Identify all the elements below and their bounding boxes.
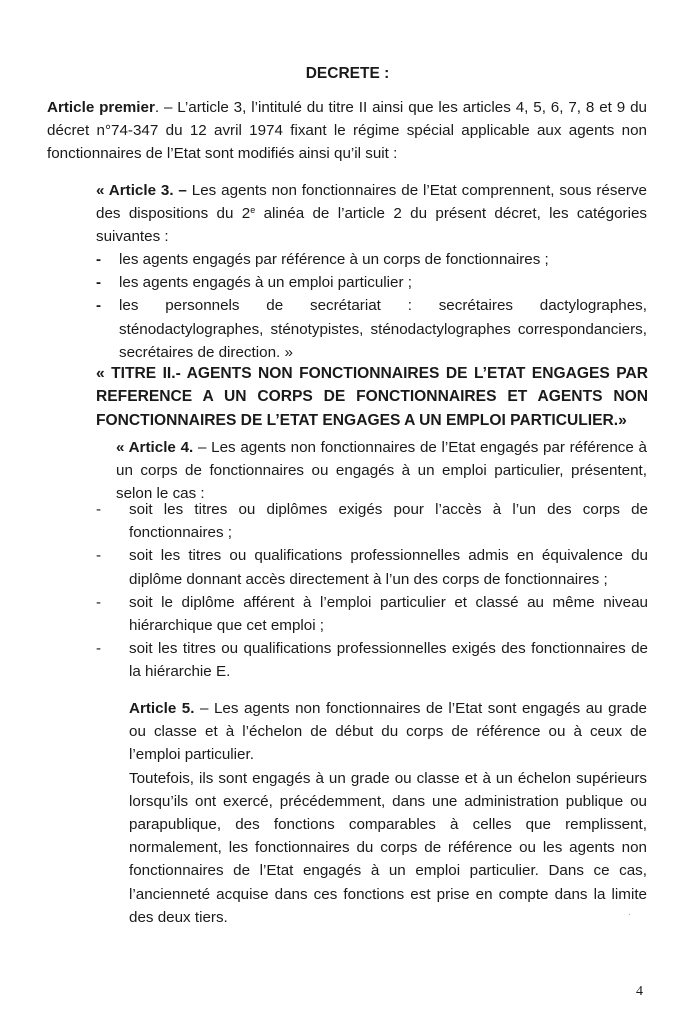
list-item (88, 591, 648, 637)
list-item-text: les agents engagés par référence à un corps de fonctionnaires ; (119, 251, 549, 268)
titre-ii-heading: « TITRE II.- AGENTS NON FONCTIONNAIRES DE L’ETAT ENGAGES PAR REFERENCE A UN CORPS DE FONCTIONNAIRES ET AGENTS NON FONCTIONNAIRES DE L’ETAT ENGAGES A UN EMPLOI PARTICULIER.» (96, 365, 648, 429)
dash-bullet: - (96, 547, 102, 565)
list-item (88, 637, 648, 683)
article-premier-label: Article premier (47, 99, 155, 116)
article-3 (96, 179, 647, 249)
article-4-label: « Article 4. (116, 439, 194, 456)
article-5-paragraph-2: Toutefois, ils sont engagés à un grade ou classe et à un échelon supérieurs lorsqu’ils ont exercé, précédemment, dans une administration publique ou parapublique, des fonctions comparables à celles que remplissent, normalement, les fonctionnaires du corps de référence ou les agents non fonctionnaires de l’Etat engagés à un emploi particulier. Dans ce cas, l’ancienneté acquise dans ces fonctions est prise en compte dans la limite des deux tiers. (129, 769, 647, 926)
article-5-paragraph-1 (129, 697, 647, 767)
list-item-text: soit les titres ou qualifications professionnelles exigés des fonctionnaires de la hiérarchie E. (129, 640, 648, 681)
list-item (96, 271, 647, 294)
list-item-text: soit le diplôme afférent à l’emploi particulier et classé au même niveau hiérarchique que cet emploi ; (129, 593, 648, 635)
article-premier (47, 96, 647, 166)
dash-bullet: - (96, 640, 102, 658)
article-3-text-cont: alinéa de l’article 2 du présent décret, les catégories suivantes : (96, 205, 647, 246)
list-item (96, 248, 647, 271)
article-3-list (96, 248, 647, 364)
article-4-text: – Les agents non fonctionnaires de l’Etat engagés par référence à un corps de fonctionnaires ou engagés à un emploi particulier, présentent, selon le cas : (116, 439, 647, 503)
dash-bullet: - (96, 593, 102, 611)
dash-bullet: - (96, 251, 102, 268)
article-5 (129, 697, 647, 929)
article-3-label: « Article 3. – (96, 182, 187, 199)
article-premier-text: . – L’article 3, l’intitulé du titre II ainsi que les articles 4, 5, 6, 7, 8 et 9 du décret n°74-347 du 12 avril 1974 fixant le régime spécial applicable aux agents non fonctionnaires de l’Etat sont modifiés ainsi qu’il suit : (47, 99, 648, 163)
list-item-text: soit les titres ou diplômes exigés pour l’accès à l’un des corps de fonctionnaires ; (129, 501, 648, 542)
list-item (88, 544, 648, 590)
dash-bullet: - (96, 274, 102, 292)
list-item (88, 498, 648, 544)
list-item (96, 294, 647, 364)
page-number: 4 (636, 984, 643, 999)
article-5-label: Article 5. (129, 700, 195, 717)
scan-speck (629, 914, 630, 915)
list-item-text: les personnels de secrétariat : secrétaires dactylographes, sténodactylographes, sténotypistes, sténodactylographes correspondanciers, secrétaires de direction. » (119, 297, 647, 361)
dash-bullet: - (96, 501, 102, 518)
dash-bullet: - (96, 297, 102, 315)
article-5-text: – Les agents non fonctionnaires de l’Etat sont engagés au grade ou classe et à l’échelon de début du corps de référence ou à ceux de l’emploi particulier. (129, 700, 647, 764)
decree-heading: DECRETE : (305, 65, 390, 82)
article-3-text: Les agents non fonctionnaires de l’Etat comprennent, sous réserve des dispositions du 2 (96, 182, 647, 223)
article-4-list (88, 498, 648, 684)
article-3-superscript: e (250, 205, 256, 216)
article-4 (116, 436, 647, 506)
list-item-text: soit les titres ou qualifications professionnelles admis en équivalence du diplôme donnant accès directement à l’un des corps de fonctionnaires ; (129, 547, 648, 588)
list-item-text: les agents engagés à un emploi particulier ; (119, 274, 412, 292)
